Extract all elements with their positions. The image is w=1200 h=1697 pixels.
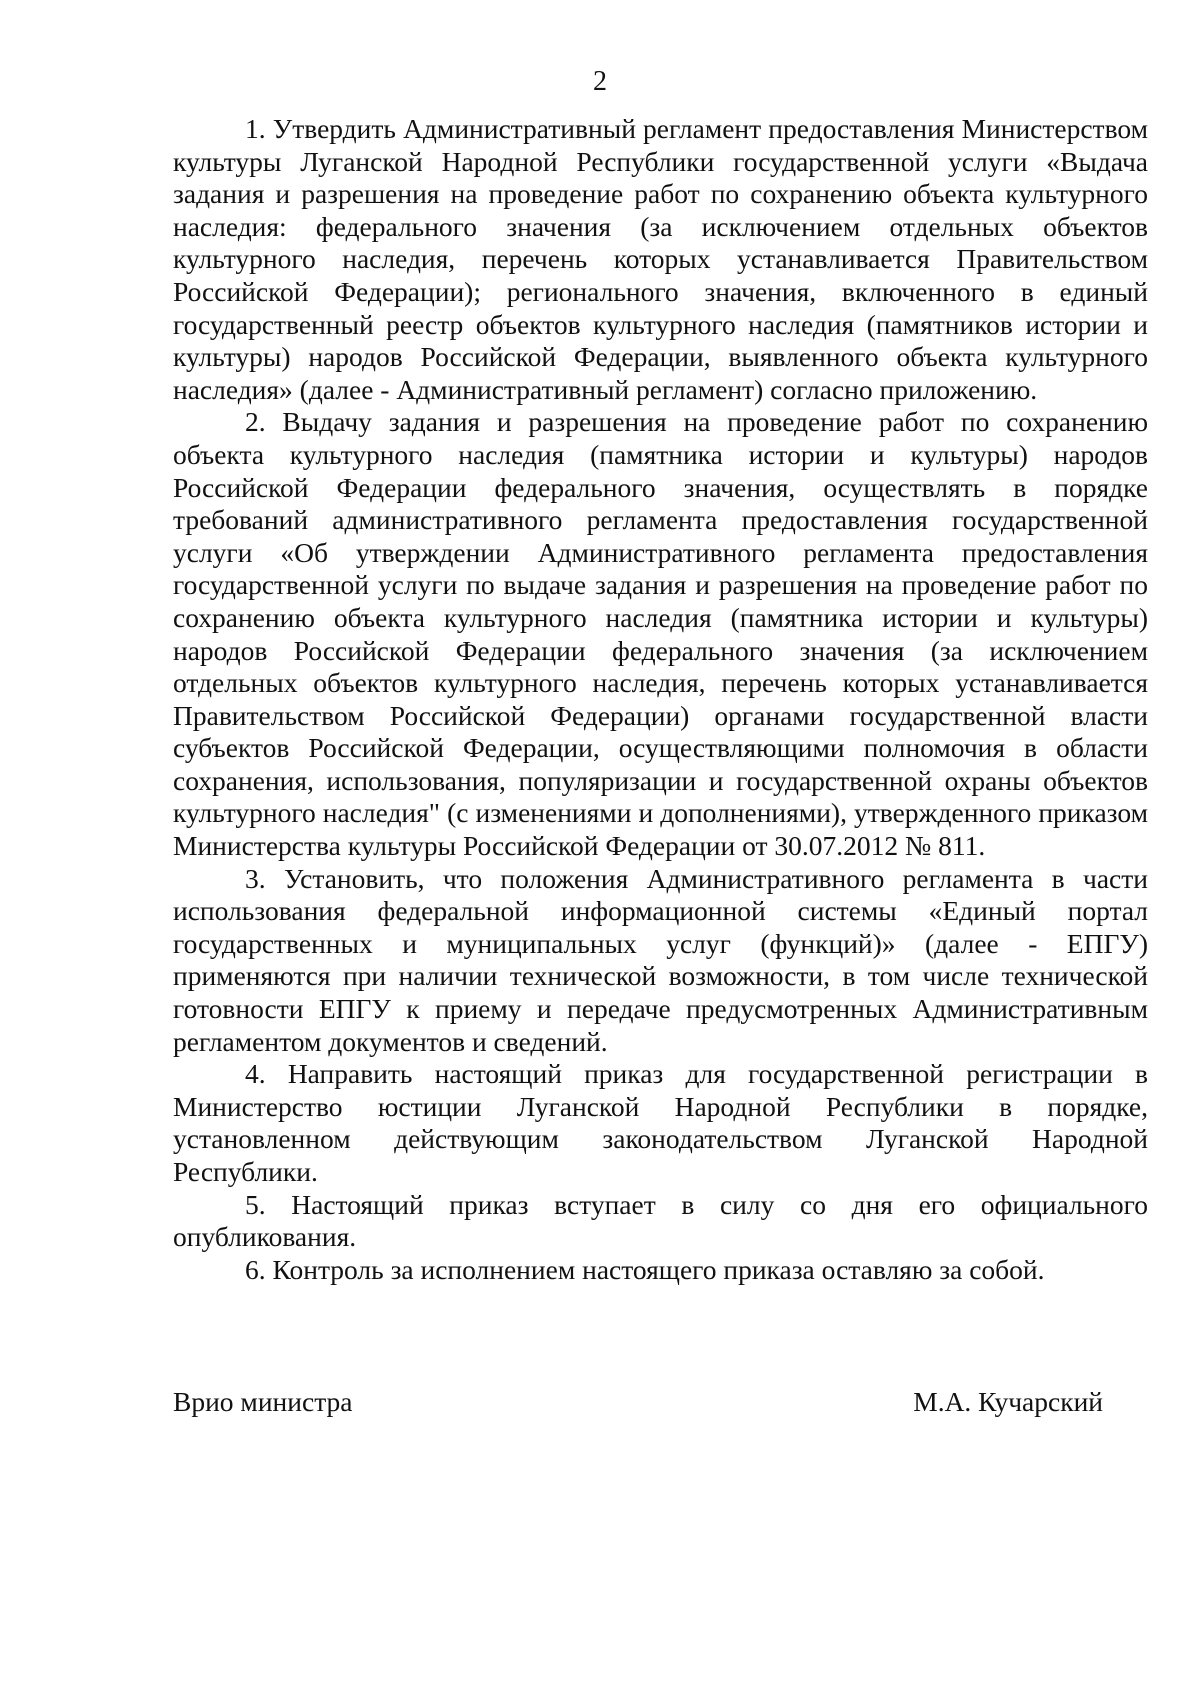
paragraph-3: 3. Установить, что положения Административного регламента в части использования федеральной информационной системы «Единый портал государственных и муниципальных услуг (функций)» (далее - ЕПГУ) применяются при наличии технической возможности, в том числе технической готовности ЕПГУ к приему и передаче предусмотренных Административным регламентом документов и сведений. [173,862,1148,1057]
page-number: 2 [593,66,607,97]
signature-block [173,1386,1103,1418]
paragraph-6: 6. Контроль за исполнением настоящего приказа оставляю за собой. [245,1253,1045,1285]
document-body [173,113,1148,1286]
signer-position: Врио министра [173,1386,353,1417]
paragraph-1: 1. Утвердить Административный регламент предоставления Министерством культуры Луганской Народной Республики государственной услуги «Выдача задания и разрешения на проведение работ по сохранению объекта культурного наследия: федерального значения (за исключением отдельных объектов культурного наследия, перечень которых устанавливается Правительством Российской Федерации); регионального значения, включенного в единый государственный реестр объектов культурного наследия (памятников истории и культуры) народов Российской Федерации, выявленного объекта культурного наследия» (далее - Административный регламент) согласно приложению. [173,113,1148,405]
paragraph-5: 5. Настоящий приказ вступает в силу со дня его официального опубликования. [173,1188,1148,1253]
signer-name: М.А. Кучарский [913,1386,1103,1417]
paragraph-4: 4. Направить настоящий приказ для государственной регистрации в Министерство юстиции Луганской Народной Республики в порядке, установленном действующим законодательством Луганской Народной Республики. [173,1058,1148,1187]
paragraph-2: 2. Выдачу задания и разрешения на проведение работ по сохранению объекта культурного наследия (памятника истории и культуры) народов Российской Федерации федерального значения, осуществлять в порядке требований административного регламента предоставления государственной услуги «Об утверждении Административного регламента предоставления государственной услуги по выдаче задания и разрешения на проведение работ по сохранению объекта культурного наследия (памятника истории и культуры) народов Российской Федерации федерального значения (за исключением отдельных объектов культурного наследия, перечень которых устанавливается Правительством Российской Федерации) органами государственной власти субъектов Российской Федерации, осуществляющими полномочия в области сохранения, использования, популяризации и государственной охраны объектов культурного наследия" (с изменениями и дополнениями), утвержденного приказом Министерства культуры Российской Федерации от 30.07.2012 № 811. [173,406,1148,862]
